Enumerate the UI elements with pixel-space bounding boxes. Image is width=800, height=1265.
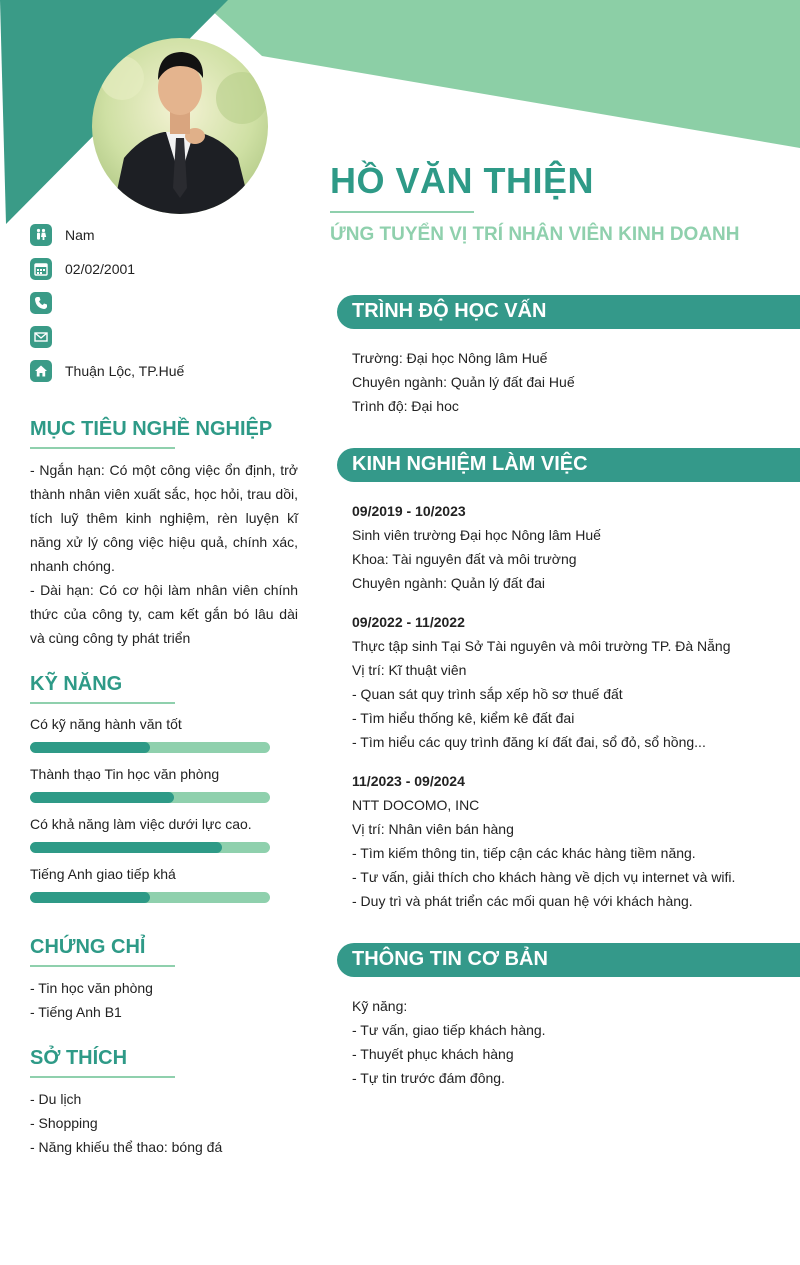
skill-label: Thành thạo Tin học văn phòng bbox=[30, 766, 220, 782]
education-header bbox=[337, 295, 800, 329]
skills-underline bbox=[30, 702, 175, 704]
applied-position: ỨNG TUYỂN VỊ TRÍ NHÂN VIÊN KINH DOANH bbox=[330, 224, 740, 245]
objective-section-header bbox=[30, 418, 298, 449]
email-icon bbox=[30, 326, 52, 348]
contact-info bbox=[30, 222, 310, 392]
contact-gender bbox=[30, 222, 310, 256]
experience-title: KINH NGHIỆM LÀM VIỆC bbox=[352, 453, 588, 475]
contact-address bbox=[30, 358, 310, 392]
list-item: - Shopping bbox=[30, 1115, 98, 1131]
basic-info-line: - Tự tin trước đám đông. bbox=[352, 1070, 505, 1086]
skill-bar bbox=[30, 892, 270, 903]
hobbies-list bbox=[30, 1087, 222, 1159]
gender-icon bbox=[30, 224, 52, 246]
education-title: TRÌNH ĐỘ HỌC VẤN bbox=[352, 300, 547, 322]
experience-line: - Tìm kiếm thông tin, tiếp cận các khác hàng tiềm năng. bbox=[352, 845, 696, 861]
certificates-underline bbox=[30, 965, 175, 967]
education-line: Chuyên ngành: Quản lý đất đai Huế bbox=[352, 374, 575, 390]
experience-line: Sinh viên trường Đại học Nông lâm Huế bbox=[352, 527, 601, 543]
objective-title: MỤC TIÊU NGHỀ NGHIỆP bbox=[30, 418, 273, 440]
list-item: - Tiếng Anh B1 bbox=[30, 1004, 122, 1020]
contact-gender-value: Nam bbox=[65, 227, 95, 243]
skill-bar bbox=[30, 742, 270, 753]
skill-label: Có khả năng làm việc dưới lực cao. bbox=[30, 816, 252, 832]
contact-birthday bbox=[30, 256, 310, 290]
phone-icon bbox=[30, 292, 52, 314]
objective-long-term: - Dài hạn: Có cơ hội làm nhân viên chính thức của công ty, cam kết gắn bó lâu dài và cùng công ty phát triển bbox=[30, 582, 298, 646]
skills-title: KỸ NĂNG bbox=[30, 673, 123, 695]
experience-entry bbox=[352, 610, 792, 754]
objective-text bbox=[30, 458, 298, 650]
certificates-title: CHỨNG CHỈ bbox=[30, 936, 146, 958]
profile-photo bbox=[92, 38, 268, 214]
education-details bbox=[352, 346, 792, 418]
basic-info-title: THÔNG TIN CƠ BẢN bbox=[352, 948, 548, 970]
experience-line: Thực tập sinh Tại Sở Tài nguyên và môi trường TP. Đà Nẵng bbox=[352, 638, 731, 654]
contact-email bbox=[30, 324, 310, 358]
experience-date: 09/2019 - 10/2023 bbox=[352, 503, 466, 519]
objective-short-term: - Ngắn hạn: Có một công việc ổn định, trở thành nhân viên xuất sắc, học hỏi, trau dồi, tích luỹ thêm kinh nghiệm, rèn luyện kĩ năng xử lý công việc hiệu quả, chính xác, nhanh chóng. bbox=[30, 462, 298, 574]
basic-info-line: - Thuyết phục khách hàng bbox=[352, 1046, 514, 1062]
skill-item bbox=[30, 716, 270, 753]
basic-info-line: - Tư vấn, giao tiếp khách hàng. bbox=[352, 1022, 546, 1038]
objective-underline bbox=[30, 447, 175, 449]
experience-line: NTT DOCOMO, INC bbox=[352, 797, 480, 813]
skill-label: Tiếng Anh giao tiếp khá bbox=[30, 866, 176, 882]
list-item: - Tin học văn phòng bbox=[30, 980, 153, 996]
experience-date: 09/2022 - 11/2022 bbox=[352, 614, 465, 630]
skill-item bbox=[30, 816, 270, 853]
basic-info-header bbox=[337, 943, 800, 977]
experience-line: Khoa: Tài nguyên đất và môi trường bbox=[352, 551, 577, 567]
experience-entry bbox=[352, 499, 792, 595]
skill-item bbox=[30, 866, 270, 903]
calendar-icon bbox=[30, 258, 52, 280]
experience-line: - Tư vấn, giải thích cho khách hàng về dịch vụ internet và wifi. bbox=[352, 869, 736, 885]
skill-label: Có kỹ năng hành văn tốt bbox=[30, 716, 182, 732]
experience-header bbox=[337, 448, 800, 482]
experience-line: Vị trí: Nhân viên bán hàng bbox=[352, 821, 514, 837]
skill-bar-fill bbox=[30, 742, 150, 753]
skill-bar-fill bbox=[30, 792, 174, 803]
basic-info-details bbox=[352, 994, 792, 1090]
certificates-section-header bbox=[30, 936, 298, 967]
experience-line: - Quan sát quy trình sắp xếp hồ sơ thuế đất bbox=[352, 686, 623, 702]
skill-item bbox=[30, 766, 270, 803]
hobbies-section-header bbox=[30, 1047, 298, 1078]
skill-bar bbox=[30, 842, 270, 853]
experience-line: - Tìm hiểu thống kê, kiểm kê đất đai bbox=[352, 710, 575, 726]
skills-section-header bbox=[30, 673, 298, 704]
education-line: Trình độ: Đại hoc bbox=[352, 398, 459, 414]
contact-birthday-value: 02/02/2001 bbox=[65, 261, 136, 277]
experience-line: Chuyên ngành: Quản lý đất đai bbox=[352, 575, 546, 591]
candidate-name: HỒ VĂN THIỆN bbox=[330, 160, 595, 201]
experience-line: Vị trí: Kĩ thuật viên bbox=[352, 662, 467, 678]
experience-line: - Tìm hiểu các quy trình đăng kí đất đai, sổ đỏ, sổ hồng... bbox=[352, 734, 706, 750]
home-icon bbox=[30, 360, 52, 382]
basic-info-line: Kỹ năng: bbox=[352, 998, 408, 1014]
contact-phone bbox=[30, 290, 310, 324]
hobbies-underline bbox=[30, 1076, 175, 1078]
hobbies-title: SỞ THÍCH bbox=[30, 1047, 128, 1069]
list-item: - Du lịch bbox=[30, 1091, 82, 1107]
skill-bar-fill bbox=[30, 842, 222, 853]
name-underline bbox=[330, 211, 474, 213]
experience-line: - Duy trì và phát triển các mối quan hệ với khách hàng. bbox=[352, 893, 693, 909]
experience-entry bbox=[352, 769, 792, 913]
light-green-band bbox=[200, 0, 800, 148]
list-item: - Năng khiếu thể thao: bóng đá bbox=[30, 1139, 223, 1155]
skill-bar-fill bbox=[30, 892, 150, 903]
certificates-list bbox=[30, 976, 153, 1024]
skill-bar bbox=[30, 792, 270, 803]
contact-address-value: Thuận Lộc, TP.Huế bbox=[65, 363, 185, 379]
experience-date: 11/2023 - 09/2024 bbox=[352, 773, 465, 789]
education-line: Trường: Đại học Nông lâm Huế bbox=[352, 350, 548, 366]
